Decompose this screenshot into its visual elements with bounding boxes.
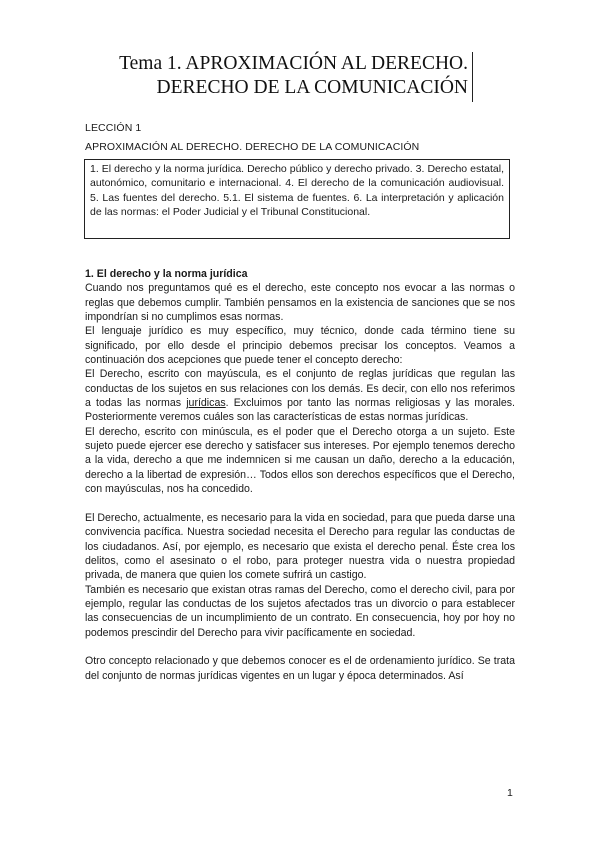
paragraph-spacer xyxy=(85,640,515,654)
paragraph-7: Otro concepto relacionado y que debemos conocer es el de ordenamiento jurídico. Se trata del conjunto de normas jurídicas vigentes en un lugar y época determinados. Así xyxy=(85,655,515,682)
paragraph-6: También es necesario que existan otras ramas del Derecho, como el derecho civil, para por ejemplo, regular las conductas de los sujetos afectados tras un divorcio o para establecer las consecuencias de un incumplimiento de un contrato. En consecuencia, hoy por hoy no podemos prescindir del Derecho para vivir pacíficamente en sociedad. xyxy=(85,583,515,639)
page-number: 1 xyxy=(507,787,513,799)
section-heading: 1. El derecho y la norma jurídica xyxy=(85,268,248,280)
page-title xyxy=(119,52,468,100)
title-line-1: Tema 1. APROXIMACIÓN AL DERECHO. xyxy=(119,53,468,74)
table-of-contents-text: 1. El derecho y la norma jurídica. Derecho público y derecho privado. 3. Derecho estatal, autonómico, comunitario e internacional. 4. El derecho de la comunicación audiovisual. 5. Las fuentes del derecho. 5.1. El sistema de fuentes. 6. La interpretación y aplicación de las normas: el Poder Judicial y el Tribunal Constitucional. xyxy=(90,163,504,218)
lesson-label: LECCIÓN 1 xyxy=(85,122,142,134)
paragraph-3-start: El Derecho, escrito con mayúscula, es el conjunto de reglas jurídicas que regulan las conductas de los sujetos en sus relaciones con los demás. Es decir, con ello nos referimos a todas las normas xyxy=(85,368,515,410)
paragraph-spacer xyxy=(85,497,515,511)
underlined-word: jurídicas xyxy=(186,397,226,410)
lesson-subtitle: APROXIMACIÓN AL DERECHO. DERECHO DE LA COMUNICACIÓN xyxy=(85,141,420,153)
paragraph-4: El derecho, escrito con minúscula, es el poder que el Derecho otorga a un sujeto. Este sujeto puede ejercer ese derecho y satisfacer sus intereses. Por ejemplo tenemos derecho a la vida, derecho a que me indemnicen si me causan un daño, derecho a la educación, derecho a la libertad de expresión… Todos ellos son derechos específicos que el Derecho, con mayúsculas, nos ha concedido. xyxy=(85,425,515,496)
paragraph-2: El lenguaje jurídico es muy específico, muy técnico, donde cada término tiene su significado, por ello desde el principio debemos precisar los conceptos. Veamos a continuación dos acepciones que puede tener el concepto derecho: xyxy=(85,325,515,367)
paragraph-3-end: . Excluimos por tanto las normas religiosas y las morales. Posteriormente veremos cuáles son las características de estas normas jurídicas. xyxy=(85,397,515,424)
paragraph-5: El Derecho, actualmente, es necesario para la vida en sociedad, para que pueda darse una convivencia pacífica. Nuestra sociedad necesita el Derecho para regular las conductas de los ciudadanos. Así, por ejemplo, es necesario que exista el derecho penal. Éste crea los delitos, como el asesinato o el robo, para proteger nuestra vida o nuestra propiedad privada, de manera que quien los comete sufrirá un castigo. xyxy=(85,511,515,582)
table-of-contents-box xyxy=(84,159,510,239)
title-vertical-rule xyxy=(472,52,473,102)
paragraph-1: Cuando nos preguntamos qué es el derecho, este concepto nos evocar a las normas o reglas que debemos cumplir. También pensamos en la existencia de sanciones que se nos impondrían si no cumplimos esas normas. xyxy=(85,282,515,324)
title-line-2: DERECHO DE LA COMUNICACIÓN xyxy=(156,77,468,98)
document-body xyxy=(85,267,515,683)
paragraph-3 xyxy=(85,367,515,424)
